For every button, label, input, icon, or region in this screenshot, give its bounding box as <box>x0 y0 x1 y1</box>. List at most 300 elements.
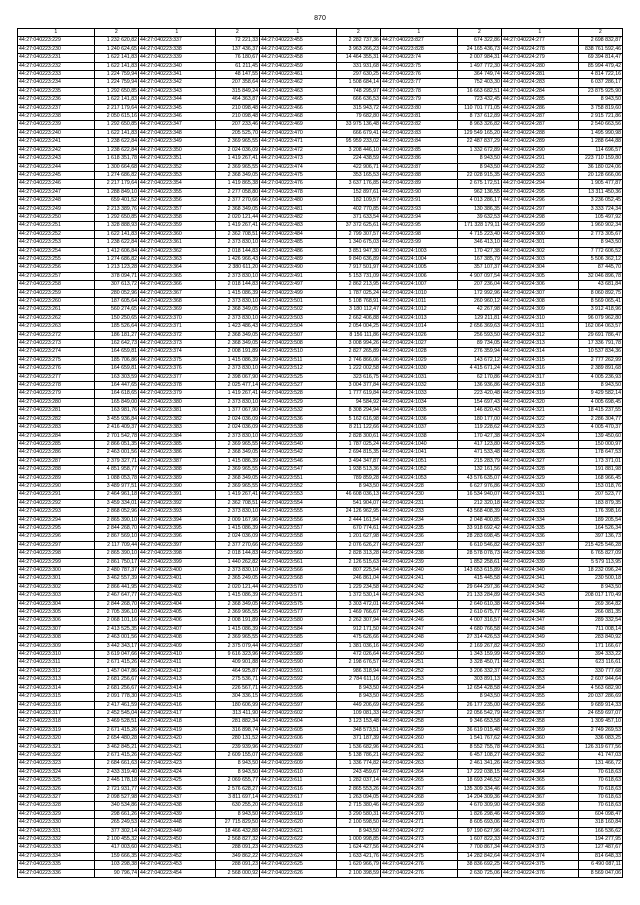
cadastral-number-cell: 44:27:040223:262 <box>18 314 95 322</box>
cadastral-number-cell: 44:27:040223:529 <box>259 398 336 406</box>
cadastral-number-cell: 44:27:040223:623 <box>259 844 336 852</box>
cadastral-number-cell: 44:27:040223:418 <box>138 718 215 726</box>
cadastral-number-cell: 44:27:040223:397 <box>138 541 215 549</box>
cadastral-value-cell: 1 238 622,84 <box>94 138 138 146</box>
cadastral-value-cell: 2 784 611,16 <box>336 676 380 684</box>
table-row <box>18 634 623 642</box>
table-row <box>18 281 623 289</box>
cadastral-number-cell: 44:27:040223:499 <box>259 289 336 297</box>
cadastral-number-cell: 44:27:040223:77 <box>380 79 457 87</box>
cadastral-value-cell: 962 136,55 <box>457 188 501 196</box>
cadastral-number-cell: 44:27:040223:317 <box>18 709 95 717</box>
table-row <box>18 96 623 104</box>
cadastral-value-cell: 409 901,88 <box>215 659 259 667</box>
cadastral-value-cell: 246 861,04 <box>336 575 380 583</box>
cadastral-value-cell: 2 865 553,26 <box>336 785 380 793</box>
cadastral-value-cell: 2 373 830,10 <box>215 432 259 440</box>
cadastral-number-cell: 44:27:040223:540 <box>259 440 336 448</box>
cadastral-value-cell: 8 943,50 <box>336 827 380 835</box>
cadastral-value-cell: 378 094,71 <box>94 272 138 280</box>
table-row <box>18 138 623 146</box>
table-row <box>18 155 623 163</box>
cadastral-value-cell: 176 398,16 <box>578 508 622 516</box>
cadastral-number-cell: 44:27:040223:289 <box>18 474 95 482</box>
cadastral-value-cell: 2 377 270,66 <box>215 197 259 205</box>
cadastral-value-cell: 2 368 349,05 <box>215 331 259 339</box>
cadastral-number-cell: 44:27:040224:293 <box>501 171 578 179</box>
cadastral-number-cell: 44:27:040223:401 <box>138 575 215 583</box>
cadastral-value-cell: 2 828 313,28 <box>336 550 380 558</box>
cadastral-number-cell: 44:27:040224:292 <box>501 163 578 171</box>
cadastral-number-cell: 44:27:040224:313 <box>501 340 578 348</box>
column-header: 1 <box>380 29 457 37</box>
cadastral-value-cell: 143 672,12 <box>457 356 501 364</box>
cadastral-number-cell: 44:27:040223:387 <box>138 457 215 465</box>
cadastral-number-cell: 44:27:040223:303 <box>18 592 95 600</box>
cadastral-value-cell: 187 605,64 <box>94 298 138 306</box>
cadastral-number-cell: 44:27:040224:373 <box>501 844 578 852</box>
cadastral-value-cell: 2 098 527,98 <box>94 793 138 801</box>
cadastral-number-cell: 44:27:040223:81 <box>380 113 457 121</box>
cadastral-number-cell: 44:27:040223:507 <box>259 331 336 339</box>
cadastral-value-cell: 70 618,63 <box>578 777 622 785</box>
cadastral-number-cell: 44:27:040223:331 <box>18 827 95 835</box>
cadastral-value-cell: 4 814 722,16 <box>578 71 622 79</box>
cadastral-value-cell: 21 133 284,89 <box>457 592 501 600</box>
cadastral-value-cell: 318 160,84 <box>578 819 622 827</box>
cadastral-value-cell: 22 028 915,35 <box>457 171 501 179</box>
cadastral-value-cell: 7 917 501,97 <box>336 264 380 272</box>
cadastral-value-cell: 36 619 015,48 <box>457 726 501 734</box>
table-row <box>18 516 623 524</box>
table-row <box>18 365 623 373</box>
cadastral-number-cell: 44:27:040223:234 <box>18 79 95 87</box>
cadastral-value-cell: 464 363,87 <box>215 96 259 104</box>
cadastral-number-cell: 44:27:040223:334 <box>18 852 95 860</box>
cadastral-number-cell: 44:27:040223:408 <box>138 634 215 642</box>
cadastral-number-cell: 44:27:040223:83 <box>380 129 457 137</box>
table-row <box>18 617 623 625</box>
cadastral-number-cell: 44:27:040223:402 <box>138 583 215 591</box>
cadastral-value-cell: 2 169 267,82 <box>457 642 501 650</box>
cadastral-number-cell: 44:27:040224:338 <box>501 550 578 558</box>
cadastral-value-cell: 10 537 834,36 <box>578 348 622 356</box>
cadastral-number-cell: 44:27:040223:383 <box>138 424 215 432</box>
cadastral-number-cell: 44:27:040223:84 <box>380 138 457 146</box>
cadastral-number-cell: 44:27:040224:288 <box>501 129 578 137</box>
cadastral-value-cell: 371 187,39 <box>336 735 380 743</box>
cadastral-number-cell: 44:27:040223:393 <box>138 508 215 516</box>
cadastral-value-cell: 1 415 086,39 <box>215 289 259 297</box>
cadastral-value-cell: 72 221,33 <box>215 37 259 45</box>
cadastral-number-cell: 44:27:040223:485 <box>259 239 336 247</box>
cadastral-value-cell: 2 698 832,87 <box>578 37 622 45</box>
cadastral-value-cell: 2 368 349,05 <box>215 449 259 457</box>
cadastral-value-table <box>17 28 623 878</box>
cadastral-number-cell: 44:27:040223:272 <box>18 331 95 339</box>
cadastral-value-cell: 9 689 914,33 <box>578 701 622 709</box>
cadastral-value-cell: 207 523,77 <box>578 491 622 499</box>
cadastral-number-cell: 44:27:040223:319 <box>18 726 95 734</box>
cadastral-value-cell: 3 333 724,34 <box>578 205 622 213</box>
cadastral-value-cell: 2 365 249,05 <box>215 575 259 583</box>
cadastral-number-cell: 44:27:040224:349 <box>501 634 578 642</box>
cadastral-number-cell: 44:27:040224:285 <box>501 96 578 104</box>
cadastral-value-cell: 2 844 268,70 <box>94 600 138 608</box>
cadastral-value-cell: 1 622 141,83 <box>94 129 138 137</box>
table-row <box>18 777 623 785</box>
table-row <box>18 415 623 423</box>
cadastral-value-cell: 2 375 079,44 <box>215 642 259 650</box>
cadastral-value-cell: 3 180 112,47 <box>336 306 380 314</box>
cadastral-value-cell: 8 552 755,78 <box>457 743 501 751</box>
cadastral-value-cell: 3 637 176,85 <box>336 180 380 188</box>
cadastral-value-cell: 1 282 037,14 <box>336 777 380 785</box>
cadastral-value-cell: 32 046 896,78 <box>578 272 622 280</box>
cadastral-number-cell: 44:27:040224:324 <box>501 432 578 440</box>
cadastral-value-cell: 150 250,65 <box>94 314 138 322</box>
table-row <box>18 129 623 137</box>
cadastral-number-cell: 44:27:040224:243 <box>380 592 457 600</box>
column-header: 2 <box>578 29 622 37</box>
cadastral-number-cell: 44:27:040223:263 <box>18 323 95 331</box>
cadastral-number-cell: 44:27:040224:1051 <box>380 457 457 465</box>
cadastral-value-cell: 183 879,35 <box>578 499 622 507</box>
cadastral-value-cell: 4 005 698,45 <box>578 398 622 406</box>
table-row <box>18 533 623 541</box>
cadastral-number-cell: 44:27:040224:279 <box>501 54 578 62</box>
cadastral-value-cell: 1 238 622,84 <box>94 146 138 154</box>
cadastral-number-cell: 44:27:040223:252 <box>18 230 95 238</box>
cadastral-value-cell: 153 018,76 <box>578 482 622 490</box>
cadastral-number-cell: 44:27:040223:330 <box>18 819 95 827</box>
cadastral-number-cell: 44:27:040224:1032 <box>380 382 457 390</box>
cadastral-value-cell: 1 381 036,16 <box>336 642 380 650</box>
cadastral-number-cell: 44:27:040224:304 <box>501 264 578 272</box>
cadastral-value-cell: 24 165 436,73 <box>457 45 501 53</box>
cadastral-number-cell: 44:27:040224:350 <box>501 651 578 659</box>
table-row <box>18 550 623 558</box>
cadastral-number-cell: 44:27:040223:378 <box>138 382 215 390</box>
cadastral-number-cell: 44:27:040224:310 <box>501 314 578 322</box>
table-row <box>18 718 623 726</box>
cadastral-value-cell: 5 506 362,12 <box>578 255 622 263</box>
cadastral-number-cell: 44:27:040223:459 <box>259 62 336 70</box>
cadastral-value-cell: 1 440 262,82 <box>215 558 259 566</box>
table-row <box>18 264 623 272</box>
cadastral-number-cell: 44:27:040223:482 <box>259 213 336 221</box>
cadastral-value-cell: 2 865 390,10 <box>94 550 138 558</box>
cadastral-value-cell: 1 238 622,84 <box>94 239 138 247</box>
cadastral-value-cell: 207 233,46 <box>215 121 259 129</box>
cadastral-number-cell: 44:27:040224:1013 <box>380 314 457 322</box>
cadastral-number-cell: 44:27:040224:307 <box>501 289 578 297</box>
cadastral-number-cell: 44:27:040223:592 <box>259 676 336 684</box>
cadastral-number-cell: 44:27:040224:230 <box>380 491 457 499</box>
cadastral-value-cell: 1 508 684,14 <box>336 79 380 87</box>
cadastral-value-cell: 5 108 768,91 <box>336 298 380 306</box>
table-body <box>18 37 623 878</box>
cadastral-value-cell: 24 126 962,95 <box>336 508 380 516</box>
cadastral-number-cell: 44:27:040224:364 <box>501 768 578 776</box>
table-row <box>18 373 623 381</box>
cadastral-value-cell: 110 701 771,05 <box>457 104 501 112</box>
cadastral-value-cell: 2 020 121,44 <box>215 213 259 221</box>
cadastral-number-cell: 44:27:040223:484 <box>259 230 336 238</box>
cadastral-value-cell: 20 128 666,06 <box>578 171 622 179</box>
cadastral-number-cell: 44:27:040224:1027 <box>380 340 457 348</box>
cadastral-value-cell: 2 100 598,50 <box>336 819 380 827</box>
table-row <box>18 693 623 701</box>
cadastral-number-cell: 44:27:040223:281 <box>18 407 95 415</box>
cadastral-number-cell: 44:27:040223:472 <box>259 146 336 154</box>
table-row <box>18 45 623 53</box>
cadastral-number-cell: 44:27:040223:584 <box>259 625 336 633</box>
cadastral-number-cell: 44:27:040223:355 <box>138 188 215 196</box>
cadastral-number-cell: 44:27:040223:310 <box>18 651 95 659</box>
cadastral-number-cell: 44:27:040224:276 <box>380 861 457 869</box>
cadastral-value-cell: 1 419 267,41 <box>215 491 259 499</box>
cadastral-value-cell: 1 633 421,76 <box>336 852 380 860</box>
cadastral-value-cell: 1 938 513,36 <box>336 466 380 474</box>
cadastral-value-cell: 8 308 294,94 <box>336 407 380 415</box>
cadastral-number-cell: 44:27:040223:596 <box>259 693 336 701</box>
cadastral-number-cell: 44:27:040223:353 <box>138 171 215 179</box>
cadastral-number-cell: 44:27:040223:624 <box>259 852 336 860</box>
cadastral-number-cell: 44:27:040223:396 <box>138 533 215 541</box>
cadastral-number-cell: 44:27:040224:1006 <box>380 272 457 280</box>
cadastral-value-cell: 288 091,23 <box>215 861 259 869</box>
cadastral-value-cell: 280 052,96 <box>94 289 138 297</box>
table-row <box>18 466 623 474</box>
cadastral-value-cell: 666 636,53 <box>336 96 380 104</box>
cadastral-number-cell: 44:27:040223:566 <box>259 567 336 575</box>
cadastral-number-cell: 44:27:040224:311 <box>501 323 578 331</box>
cadastral-number-cell: 44:27:040223:241 <box>18 138 95 146</box>
cadastral-number-cell: 44:27:040224:350 <box>501 642 578 650</box>
cadastral-value-cell: 8 943,50 <box>215 810 259 818</box>
cadastral-number-cell: 44:27:040223:451 <box>138 844 215 852</box>
table-row <box>18 869 623 877</box>
cadastral-number-cell: 44:27:040223:539 <box>259 432 336 440</box>
cadastral-number-cell: 44:27:040224:303 <box>501 255 578 263</box>
cadastral-value-cell: 748 295,97 <box>336 87 380 95</box>
cadastral-value-cell: 560 274,65 <box>94 306 138 314</box>
table-row <box>18 104 623 112</box>
cadastral-number-cell: 44:27:040224:298 <box>501 213 578 221</box>
cadastral-number-cell: 44:27:040223:379 <box>138 390 215 398</box>
cadastral-number-cell: 44:27:040223:285 <box>18 440 95 448</box>
cadastral-number-cell: 44:27:040223:341 <box>138 71 215 79</box>
cadastral-value-cell: 2 373 830,10 <box>215 239 259 247</box>
cadastral-number-cell: 44:27:040223:350 <box>138 146 215 154</box>
cadastral-value-cell: 163 981,76 <box>94 407 138 415</box>
cadastral-number-cell: 44:27:040223:240 <box>18 129 95 137</box>
cadastral-number-cell: 44:27:040224:317 <box>501 373 578 381</box>
cadastral-value-cell: 346 413,10 <box>457 239 501 247</box>
cadastral-value-cell: 3 462 557,39 <box>94 575 138 583</box>
cadastral-value-cell: 1 787 025,24 <box>336 289 380 297</box>
cadastral-number-cell: 44:27:040223:254 <box>18 247 95 255</box>
cadastral-number-cell: 44:27:040223:489 <box>259 255 336 263</box>
cadastral-number-cell: 44:27:040224:265 <box>380 777 457 785</box>
cadastral-number-cell: 44:27:040223:248 <box>18 197 95 205</box>
cadastral-value-cell: 3 489 977,51 <box>94 482 138 490</box>
cadastral-value-cell: 8 943,50 <box>578 382 622 390</box>
cadastral-value-cell: 1 622 141,83 <box>94 96 138 104</box>
cadastral-number-cell: 44:27:040223:98 <box>380 230 457 238</box>
cadastral-number-cell: 44:27:040223:414 <box>138 684 215 692</box>
cadastral-value-cell: 2 117 709,44 <box>94 541 138 549</box>
cadastral-number-cell: 44:27:040224:331 <box>501 491 578 499</box>
table-row <box>18 255 623 263</box>
cadastral-value-cell: 2 368 349,05 <box>215 474 259 482</box>
cadastral-value-cell: 28 578 078,73 <box>457 550 501 558</box>
cadastral-value-cell: 275 536,71 <box>215 676 259 684</box>
cadastral-number-cell: 44:27:040224:236 <box>380 533 457 541</box>
table-row <box>18 524 623 532</box>
cadastral-number-cell: 44:27:040224:239 <box>380 558 457 566</box>
cadastral-number-cell: 44:27:040224:360 <box>501 735 578 743</box>
table-row <box>18 87 623 95</box>
cadastral-value-cell: 1 372 530,14 <box>336 592 380 600</box>
cadastral-value-cell: 266 081,35 <box>578 609 622 617</box>
cadastral-number-cell: 44:27:040223:359 <box>138 222 215 230</box>
cadastral-value-cell: 70 618,63 <box>578 802 622 810</box>
cadastral-number-cell: 44:27:040224:238 <box>380 550 457 558</box>
table-row <box>18 390 623 398</box>
cadastral-number-cell: 44:27:040223:413 <box>138 676 215 684</box>
cadastral-number-cell: 44:27:040224:263 <box>380 760 457 768</box>
cadastral-value-cell: 2 746 866,06 <box>336 356 380 364</box>
cadastral-value-cell: 986 318,94 <box>336 667 380 675</box>
cadastral-value-cell: 239 939,96 <box>215 743 259 751</box>
cadastral-value-cell: 4 715 223,40 <box>457 230 501 238</box>
cadastral-value-cell: 97 190 627,96 <box>457 827 501 835</box>
cadastral-value-cell: 3 811 697,14 <box>215 793 259 801</box>
cadastral-value-cell: 303 891,13 <box>457 676 501 684</box>
cadastral-number-cell: 44:27:040223:368 <box>138 298 215 306</box>
cadastral-value-cell: 659 401,52 <box>94 197 138 205</box>
cadastral-number-cell: 44:27:040224:1014 <box>380 323 457 331</box>
cadastral-value-cell: 8 943,50 <box>457 155 501 163</box>
cadastral-number-cell: 44:27:040224:348 <box>501 625 578 633</box>
cadastral-number-cell: 44:27:040224:1026 <box>380 331 457 339</box>
cadastral-value-cell: 9 429 582,14 <box>578 390 622 398</box>
cadastral-number-cell: 44:27:040224:306 <box>501 281 578 289</box>
cadastral-number-cell: 44:27:040223:502 <box>259 306 336 314</box>
cadastral-number-cell: 44:27:040223:309 <box>18 642 95 650</box>
cadastral-value-cell: 114 696,57 <box>578 146 622 154</box>
cadastral-number-cell: 44:27:040223:453 <box>138 861 215 869</box>
cadastral-number-cell: 44:27:040223:367 <box>138 289 215 297</box>
cadastral-number-cell: 44:27:040223:463 <box>259 87 336 95</box>
cadastral-value-cell: 39 632,53 <box>457 213 501 221</box>
cadastral-value-cell: 131 466,72 <box>578 760 622 768</box>
cadastral-number-cell: 44:27:040223:342 <box>138 79 215 87</box>
cadastral-number-cell: 44:27:040223:610 <box>259 768 336 776</box>
cadastral-number-cell: 44:27:040223:82 <box>380 121 457 129</box>
cadastral-value-cell: 1 426 966,43 <box>215 255 259 263</box>
cadastral-number-cell: 44:27:040224:365 <box>501 777 578 785</box>
cadastral-number-cell: 44:27:040224:327 <box>501 457 578 465</box>
cadastral-number-cell: 44:27:040224:1012 <box>380 306 457 314</box>
cadastral-number-cell: 44:27:040223:321 <box>18 743 95 751</box>
cadastral-value-cell: 2 379 327,71 <box>94 457 138 465</box>
cadastral-number-cell: 44:27:040223:314 <box>18 684 95 692</box>
cadastral-number-cell: 44:27:040224:371 <box>501 827 578 835</box>
cadastral-value-cell: 1 274 686,82 <box>94 171 138 179</box>
cadastral-number-cell: 44:27:040223:512 <box>259 365 336 373</box>
cadastral-number-cell: 44:27:040224:228 <box>380 482 457 490</box>
cadastral-value-cell: 2 868 052,96 <box>94 508 138 516</box>
cadastral-value-cell: 2 866 051,35 <box>94 440 138 448</box>
cadastral-number-cell: 44:27:040224:248 <box>380 634 457 642</box>
cadastral-value-cell: 2 213 389,76 <box>94 205 138 213</box>
cadastral-value-cell: 163 303,59 <box>94 373 138 381</box>
cadastral-value-cell: 2 656 369,63 <box>457 323 501 331</box>
cadastral-value-cell: 2 008 191,89 <box>215 348 259 356</box>
cadastral-number-cell: 44:27:040224:275 <box>380 852 457 860</box>
cadastral-value-cell: 154 697,43 <box>457 398 501 406</box>
cadastral-value-cell: 336 083,25 <box>578 735 622 743</box>
cadastral-value-cell: 260 960,12 <box>457 298 501 306</box>
cadastral-number-cell: 44:27:040223:423 <box>138 760 215 768</box>
cadastral-value-cell: 43 576 635,07 <box>457 474 501 482</box>
cadastral-value-cell: 4 005 236,93 <box>578 373 622 381</box>
cadastral-value-cell: 1 536 682,96 <box>336 743 380 751</box>
cadastral-number-cell: 44:27:040224:297 <box>501 205 578 213</box>
cadastral-number-cell: 44:27:040223:243 <box>18 155 95 163</box>
cadastral-number-cell: 44:27:040224:366 <box>501 785 578 793</box>
cadastral-number-cell: 44:27:040224:361 <box>501 743 578 751</box>
table-row <box>18 827 623 835</box>
cadastral-value-cell: 1 343 159,99 <box>457 651 501 659</box>
cadastral-value-cell: 119 228,62 <box>457 424 501 432</box>
cadastral-number-cell: 44:27:040224:1011 <box>380 298 457 306</box>
cadastral-number-cell: 44:27:040224:374 <box>501 852 578 860</box>
cadastral-number-cell: 44:27:040223:404 <box>138 600 215 608</box>
cadastral-number-cell: 44:27:040223:259 <box>18 289 95 297</box>
cadastral-value-cell: 2 463 001,56 <box>94 634 138 642</box>
cadastral-number-cell: 44:27:040223:605 <box>259 726 336 734</box>
cadastral-number-cell: 44:27:040223:249 <box>18 205 95 213</box>
cadastral-value-cell: 2 373 830,10 <box>215 314 259 322</box>
cadastral-number-cell: 44:27:040223:619 <box>259 810 336 818</box>
cadastral-value-cell: 2 433 319,40 <box>94 768 138 776</box>
cadastral-number-cell: 44:27:040224:363 <box>501 760 578 768</box>
cadastral-number-cell: 44:27:040223:365 <box>138 272 215 280</box>
cadastral-number-cell: 44:27:040223:253 <box>18 239 95 247</box>
cadastral-number-cell: 44:27:040224:245 <box>380 609 457 617</box>
cadastral-value-cell: 2 377 270,66 <box>215 541 259 549</box>
cadastral-value-cell: 8 943,50 <box>215 760 259 768</box>
cadastral-number-cell: 44:27:040223:568 <box>259 575 336 583</box>
cadastral-value-cell: 2 417 461,59 <box>94 701 138 709</box>
cadastral-value-cell: 2 694 815,35 <box>336 449 380 457</box>
column-header: 1 <box>259 29 336 37</box>
cadastral-value-cell: 224 438,59 <box>336 155 380 163</box>
cadastral-number-cell: 44:27:040223:304 <box>18 600 95 608</box>
cadastral-number-cell: 44:27:040223:392 <box>138 499 215 507</box>
cadastral-value-cell: 1 415 086,39 <box>215 524 259 532</box>
cadastral-number-cell: 44:27:040223:417 <box>138 709 215 717</box>
cadastral-number-cell: 44:27:040224:268 <box>380 793 457 801</box>
cadastral-number-cell: 44:27:040224:347 <box>501 617 578 625</box>
cadastral-value-cell: 2 217 179,64 <box>94 104 138 112</box>
cadastral-value-cell: 164 447,65 <box>94 382 138 390</box>
cadastral-value-cell: 37 372 625,61 <box>336 222 380 230</box>
